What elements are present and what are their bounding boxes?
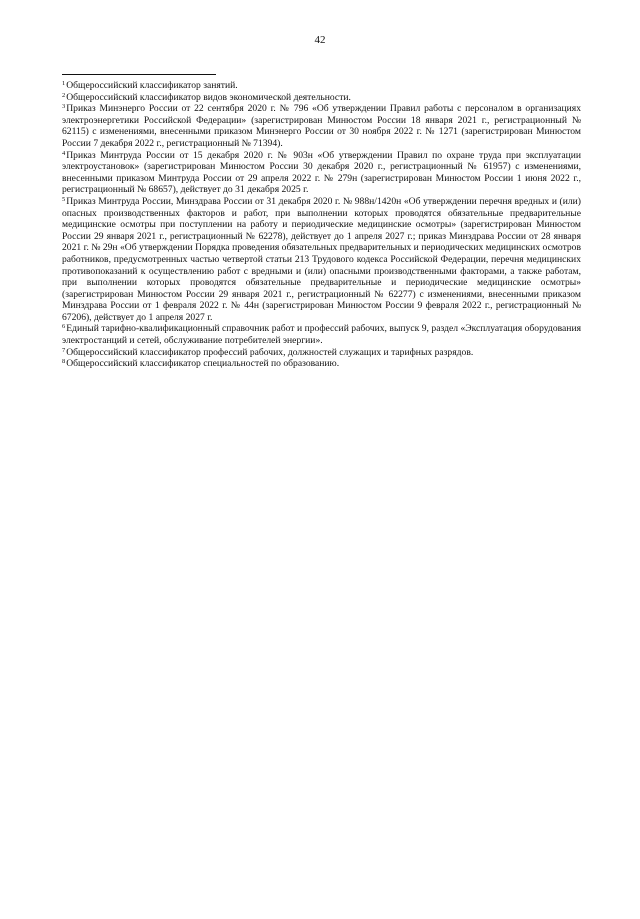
footnote-mark: 6 (62, 323, 66, 331)
footnote-text: Приказ Минэнерго России от 22 сентября 2020 г. № 796 «Об утверждении Правил работы с персоналом в организациях электроэнергетики Российской Федерации» (зарегистрирован Минюстом России 18 января 2021 г., регистрационный № 62115) с изменениями, внесенными приказом Минэнерго России от 30 ноября 2022 г. № 1271 (зарегистрирован Минюстом России 7 декабря 2022 г., регистрационный № 71394). (62, 103, 581, 149)
footnote-mark: 2 (62, 91, 66, 99)
footnote-8 (62, 358, 581, 370)
footnote-text: Приказ Минтруда России от 15 декабря 2020 г. № 903н «Об утверждении Правил по охране труда при эксплуатации электроустановок» (зарегистрирован Минюстом России 30 декабря 2020 г., регистрационный № 61957) с изменениями, внесенными приказом Минтруда России от 29 апреля 2022 г. № 279н (зарегистрирован Минюстом России 1 июня 2022 г., регистрационный № 68657), действует до 31 декабря 2025 г. (62, 149, 581, 196)
page-number: 42 (314, 34, 326, 46)
footnote-mark: 5 (62, 195, 66, 203)
footnote-mark: 1 (62, 80, 66, 87)
footnote-1 (62, 80, 581, 92)
footnote-4 (62, 150, 581, 196)
footnote-6 (62, 323, 581, 346)
footnote-7 (62, 347, 581, 359)
footnote-mark: 8 (62, 358, 66, 366)
footnote-text: Общероссийский классификатор видов экономической деятельности. (66, 91, 351, 103)
footnote-5 (62, 196, 581, 324)
footnote-text: Приказ Минтруда России, Минздрава России от 31 декабря 2020 г. № 988н/1420н «Об утверждении перечня вредных и (или) опасных производственных факторов и работ, при выполнении которых проводятся обязательные предварительные медицинские осмотры при поступлении на работу и периодические медицинские осмотры» (зарегистрирован Минюстом России 29 января 2021 г., регистрационный № 62278), действует до 1 апреля 2027 г.; приказ Минздрава России от 28 января 2021 г. № 29н «Об утверждении Порядка проведения обязательных предварительных и периодических медицинских осмотров работников, предусмотренных частью четвертой статьи 213 Трудового кодекса Российской Федерации, перечня медицинских противопоказаний к осуществлению работ с вредными и (или) опасными производственными факторами, а также работам, при выполнении которых проводятся обязательные предварительные и периодические медицинские осмотры» (зарегистрирован Минюстом России 29 января 2021 г., регистрационный № 62277) с изменениями, внесенными приказом Минздрава России от 1 февраля 2022 г. № 44н (зарегистрирован Минюстом России 9 февраля 2022 г., регистрационный № 67206), действует до 1 апреля 2027 г. (62, 195, 581, 323)
footnote-mark: 7 (62, 346, 66, 354)
footnote-mark: 3 (62, 103, 66, 111)
footnote-text: Общероссийский классификатор специальностей по образованию. (66, 358, 340, 370)
footnote-3 (62, 103, 581, 149)
footnote-mark: 4 (62, 149, 66, 157)
footnote-2 (62, 92, 581, 104)
footnotes-section (62, 80, 581, 370)
footnote-separator (62, 74, 216, 75)
footnote-text: Единый тарифно-квалификационный справочник работ и профессий рабочих, выпуск 9, раздел «Эксплуатация оборудования электростанций и сетей, обслуживание потребителей энергии». (62, 323, 581, 347)
footnote-text: Общероссийский классификатор занятий. (66, 80, 238, 91)
footnote-text: Общероссийский классификатор профессий рабочих, должностей служащих и тарифных разрядов. (66, 346, 474, 358)
